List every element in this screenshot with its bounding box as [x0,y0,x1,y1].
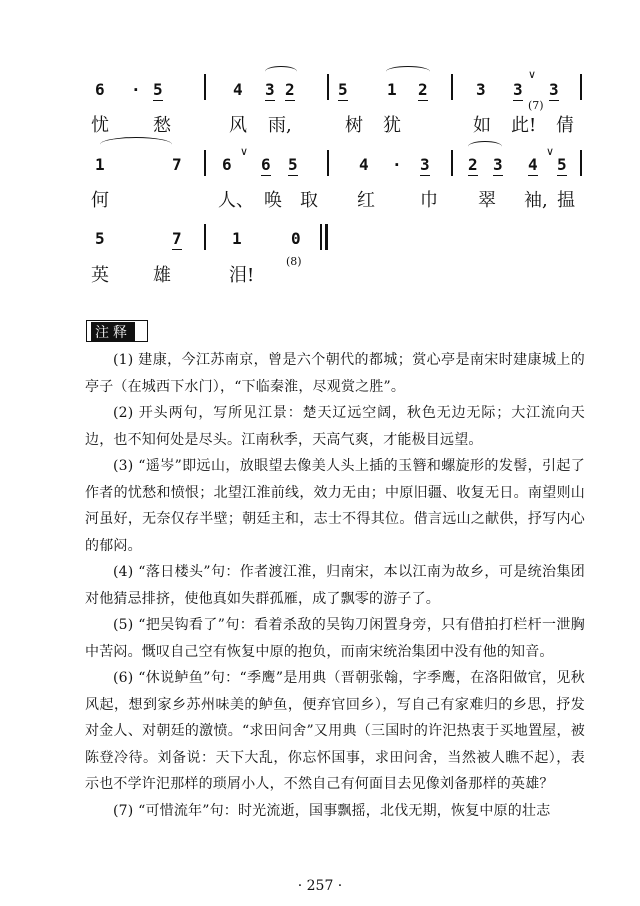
lyric: 翠 [478,190,496,211]
page-number: · 257 · [297,878,343,894]
note: 3 [513,80,523,99]
lyric: 取 [300,190,318,211]
note: 1 [95,155,105,174]
breath-mark: ∨ [546,145,555,158]
note: 7 [172,155,182,174]
slur [100,137,172,152]
note: 6 [222,155,232,174]
note: 3 [493,155,503,174]
note: 3 [476,80,486,99]
note: 4 [359,155,369,174]
note: 5 [338,80,348,99]
bar-line [204,150,206,176]
note: 5 [95,229,105,248]
note: 3 [265,80,275,99]
slur [386,66,430,77]
note: 0 [291,229,301,248]
breath-mark: ∨ [240,145,249,158]
bar-line [327,74,329,100]
annotation-paragraph: (4) “落日楼头”句：作者渡江淮，归南宋，本以江南为故乡，可是统治集团对他猜忌排挤，使他真如失群孤雁，成了飘零的游子了。 [85,564,585,607]
lyric: 人、 [218,190,254,211]
lyric: 雄 [153,265,171,286]
annotation-paragraph: (3) “遥岑”即远山，放眼望去像美人头上插的玉簪和螺旋形的发髻，引起了作者的忧愁和愤恨；北望江淮前线，效力无由；中原旧疆、收复无日。南望则山河虽好，无奈仅存半壁；朝廷主和，志士不得其位。借言远山之献供，抒写内心的郁闷。 [85,458,585,554]
lyric: 雨, [268,115,292,136]
breath-mark: ∨ [528,68,537,81]
note: 6 [261,155,271,174]
lyric: 揾 [557,190,575,211]
annotation-paragraph: (1) 建康，今江苏南京，曾是六个朝代的都城；赏心亭是南宋时建康城上的亭子（在城西下水门），“下临秦淮，尽观赏之胜”。 [85,352,585,395]
lyric: 巾 [420,190,438,211]
slur [265,66,297,77]
slur [468,141,502,152]
lyric: 袖, [524,190,548,211]
note: 5 [288,155,298,174]
lyric: 唤 [264,190,282,211]
bar-line [204,224,206,250]
annotation-mark: (8) [286,255,302,268]
note: 3 [549,80,559,99]
note: 3 [420,155,430,174]
notes-header: 注释 [91,322,135,342]
lyric: 何 [91,190,109,211]
note: 7 [172,229,182,248]
lyric: 红 [357,190,375,211]
annotation-paragraph: (7) “可惜流年”句：时光流逝，国事飘摇，北伐无期，恢复中原的壮志 [113,802,551,819]
annotation-mark: (7) [528,99,544,112]
lyric: 愁 [153,115,171,136]
lyric: 此! [511,115,537,136]
lyric: 犹 [383,115,401,136]
bar-line [580,74,582,100]
notes-header-box [86,320,148,342]
annotation-paragraph: (2) 开头两句，写所见江景：楚天辽远空阔，秋色无边无际；大江流向天边，也不知何处是尽头。江南秋季，天高气爽，才能极目远望。 [85,405,585,448]
note: 2 [468,155,478,174]
note: 6 [95,80,105,99]
lyric: 风 [229,115,247,136]
bar-line [327,150,329,176]
end-bar-line [320,224,322,250]
end-bar-line [325,224,328,250]
note: 5 [557,155,567,174]
annotation-paragraph: (6) “休说鲈鱼”句：“季鹰”是用典（晋朝张翰，字季鹰，在洛阳做官，见秋风起，想到家乡苏州味美的鲈鱼，便弃官回乡），写自己有家难归的乡思，抒发对金人、对朝廷的激愤。“求田问舍”又用典（三国时的许汜热衷于买地置屋，被陈登冷待。刘备说：天下大乱，你忘怀国事，求田问舍，当然被人瞧不起），表示也不学许汜那样的琐屑小人，不然自己有何面目去见像刘备那样的英雄？ [85,670,585,792]
lyric: 泪! [229,265,255,286]
note: 4 [528,155,538,174]
annotation-paragraph: (5) “把吴钩看了”句：看着杀敌的吴钩刀闲置身旁，只有借拍打栏杆一泄胸中苦闷。慨叹自己空有恢复中原的抱负，而南宋统治集团中没有他的知音。 [85,617,585,660]
note-dot: · [131,80,141,99]
lyric: 忧 [91,115,109,136]
note: 2 [285,80,295,99]
lyric: 如 [473,115,491,136]
note: 1 [232,229,242,248]
note: 4 [233,80,243,99]
note: 5 [153,80,163,99]
lyric: 英 [91,265,109,286]
bar-line [580,150,582,176]
bar-line [451,150,453,176]
annotations [85,347,585,824]
note: 2 [418,80,428,99]
note: 1 [387,80,397,99]
bar-line [451,74,453,100]
bar-line [204,74,206,100]
lyric: 倩 [556,115,574,136]
note-dot: · [392,155,402,174]
lyric: 树 [345,115,363,136]
